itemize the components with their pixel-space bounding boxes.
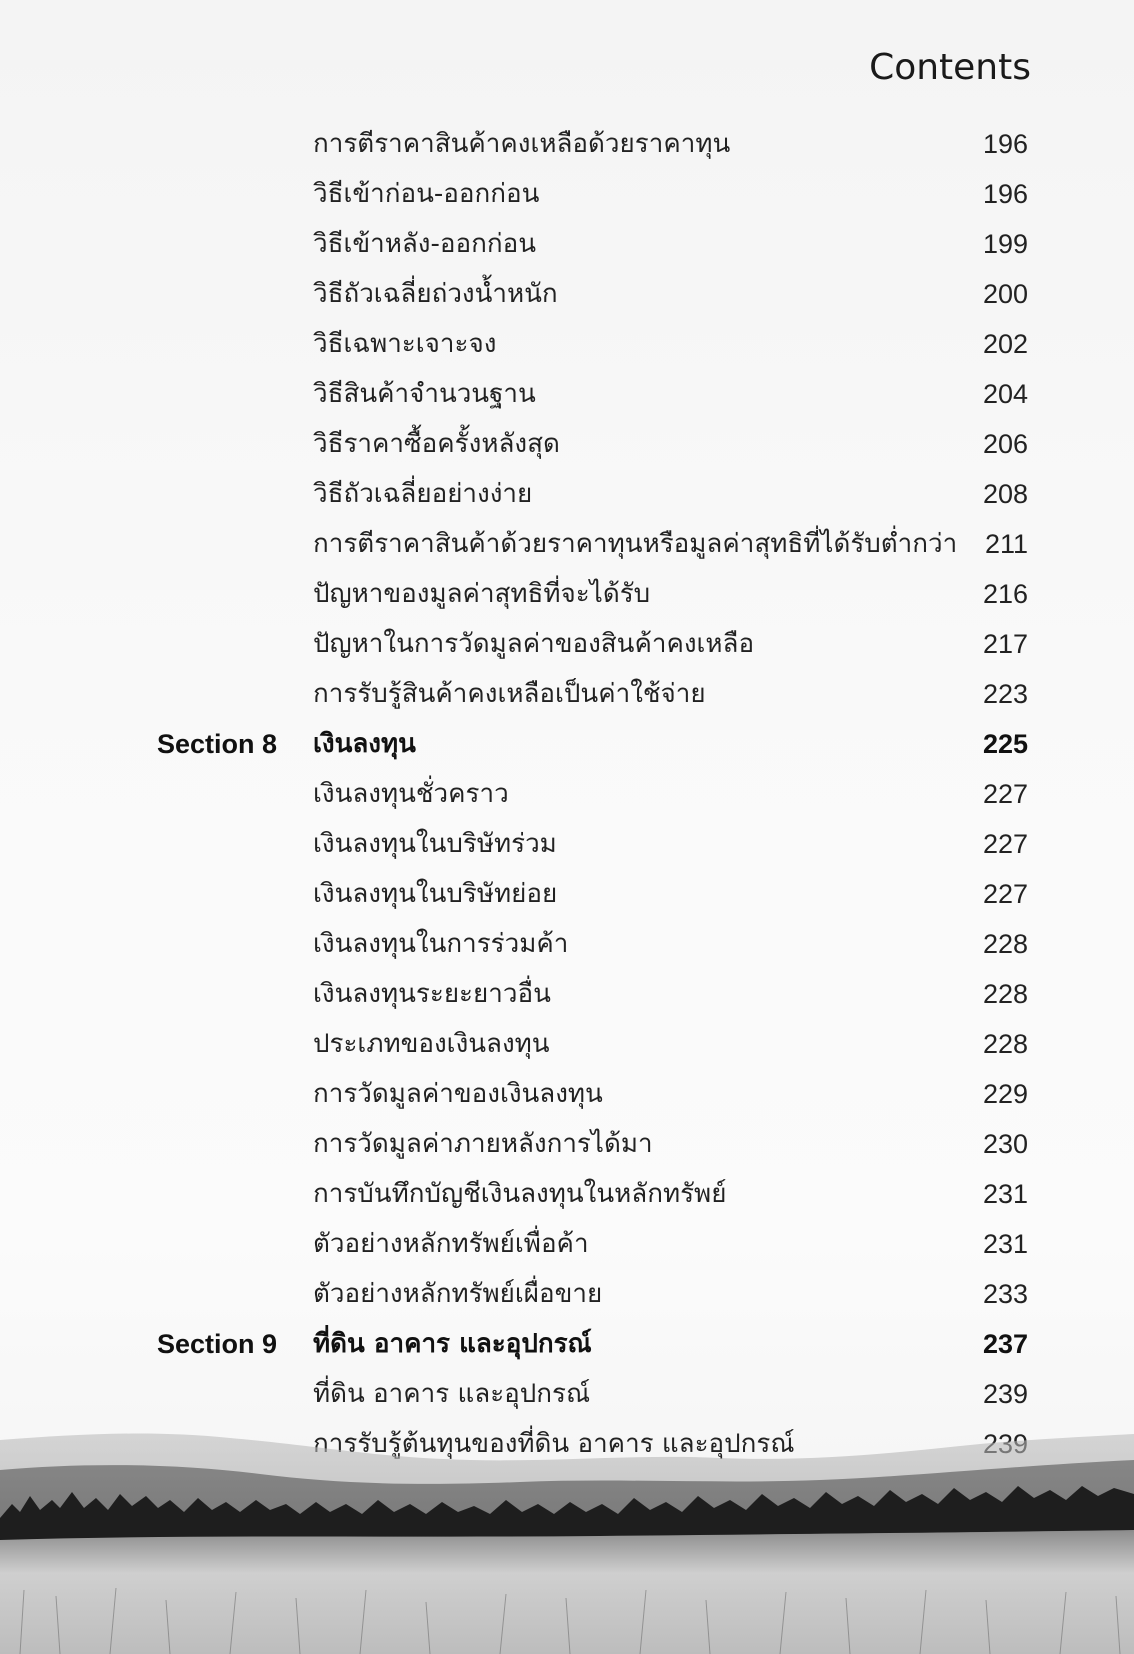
landscape-illustration xyxy=(0,1400,1134,1654)
toc-entry-title: วิธีถัวเฉลี่ยถ่วงน้ำหนัก xyxy=(313,279,558,309)
page-title: Contents xyxy=(869,47,1031,88)
toc-page-number: 227 xyxy=(982,879,1028,909)
toc-page-number: 225 xyxy=(982,729,1028,759)
toc-entry-title: วิธีสินค้าจำนวนฐาน xyxy=(313,379,536,409)
toc-row xyxy=(0,419,1134,469)
toc-row xyxy=(0,369,1134,419)
toc-page-number: 231 xyxy=(982,1179,1028,1209)
toc-entry-title: เงินลงทุนในการร่วมค้า xyxy=(313,929,569,959)
toc-entry-title: การตีราคาสินค้าคงเหลือด้วยราคาทุน xyxy=(313,129,731,159)
toc-page-number: 202 xyxy=(982,329,1028,359)
toc-page-number: 196 xyxy=(982,179,1028,209)
toc-entry-title: ประเภทของเงินลงทุน xyxy=(313,1029,550,1059)
toc-row xyxy=(0,1069,1134,1119)
toc-row xyxy=(0,1169,1134,1219)
toc-page-number: 239 xyxy=(982,1379,1028,1409)
toc-page-number: 229 xyxy=(982,1079,1028,1109)
toc-row xyxy=(0,919,1134,969)
toc-row xyxy=(0,1219,1134,1269)
toc-page-number: 237 xyxy=(982,1329,1028,1359)
toc-entry-title: เงินลงทุนระยะยาวอื่น xyxy=(313,979,551,1009)
toc-entry-title: ตัวอย่างหลักทรัพย์เพื่อค้า xyxy=(313,1229,589,1259)
toc-section-label: Section 9 xyxy=(157,1329,278,1359)
toc-page-number: 231 xyxy=(982,1229,1028,1259)
toc-page-number: 204 xyxy=(982,379,1028,409)
toc-row xyxy=(0,119,1134,169)
toc-row xyxy=(0,1119,1134,1169)
table-of-contents xyxy=(0,119,1134,1469)
toc-page-number: 208 xyxy=(982,479,1028,509)
toc-page-number: 230 xyxy=(982,1129,1028,1159)
toc-row xyxy=(0,769,1134,819)
toc-entry-title: การตีราคาสินค้าด้วยราคาทุนหรือมูลค่าสุทธิที่ได้รับต่ำกว่า xyxy=(313,529,958,559)
toc-entry-title: วิธีราคาซื้อครั้งหลังสุด xyxy=(313,429,560,459)
toc-page-number: 228 xyxy=(982,929,1028,959)
toc-row xyxy=(0,1269,1134,1319)
toc-row xyxy=(0,569,1134,619)
toc-entry-title: ที่ดิน อาคาร และอุปกรณ์ xyxy=(313,1329,592,1359)
toc-entry-title: การบันทึกบัญชีเงินลงทุนในหลักทรัพย์ xyxy=(313,1179,727,1209)
toc-entry-title: เงินลงทุนในบริษัทย่อย xyxy=(313,879,558,909)
toc-page-number: 196 xyxy=(982,129,1028,159)
toc-page-number: 200 xyxy=(982,279,1028,309)
toc-page-number: 233 xyxy=(982,1279,1028,1309)
toc-page-number: 211 xyxy=(984,529,1028,559)
toc-entry-title: การรับรู้ต้นทุนของที่ดิน อาคาร และอุปกรณ์ xyxy=(313,1429,795,1459)
toc-row xyxy=(0,669,1134,719)
toc-row xyxy=(0,269,1134,319)
toc-row xyxy=(0,519,1134,569)
toc-section-row xyxy=(0,1319,1134,1369)
toc-entry-title: วิธีเฉพาะเจาะจง xyxy=(313,329,497,359)
toc-entry-title: การวัดมูลค่าของเงินลงทุน xyxy=(313,1079,603,1109)
toc-row xyxy=(0,1019,1134,1069)
toc-page-number: 227 xyxy=(982,779,1028,809)
toc-page-number: 216 xyxy=(982,579,1028,609)
toc-section-label: Section 8 xyxy=(157,729,278,759)
toc-row xyxy=(0,619,1134,669)
toc-section-row xyxy=(0,719,1134,769)
toc-row xyxy=(0,319,1134,369)
toc-page-number: 199 xyxy=(982,229,1028,259)
toc-entry-title: การรับรู้สินค้าคงเหลือเป็นค่าใช้จ่าย xyxy=(313,679,706,709)
toc-entry-title: วิธีเข้าหลัง-ออกก่อน xyxy=(313,229,536,259)
toc-page-number: 217 xyxy=(982,629,1028,659)
toc-entry-title: การวัดมูลค่าภายหลังการได้มา xyxy=(313,1129,653,1159)
toc-entry-title: วิธีเข้าก่อน-ออกก่อน xyxy=(313,179,540,209)
toc-row xyxy=(0,869,1134,919)
toc-entry-title: วิธีถัวเฉลี่ยอย่างง่าย xyxy=(313,479,533,509)
toc-entry-title: เงินลงทุน xyxy=(313,729,416,759)
toc-page-number: 228 xyxy=(982,1029,1028,1059)
toc-entry-title: เงินลงทุนชั่วคราว xyxy=(313,779,509,809)
toc-row xyxy=(0,819,1134,869)
toc-page-number: 228 xyxy=(982,979,1028,1009)
toc-row xyxy=(0,969,1134,1019)
toc-row xyxy=(0,469,1134,519)
toc-entry-title: ปัญหาในการวัดมูลค่าของสินค้าคงเหลือ xyxy=(313,629,755,659)
toc-page-number: 223 xyxy=(982,679,1028,709)
toc-page-number: 227 xyxy=(982,829,1028,859)
toc-entry-title: ปัญหาของมูลค่าสุทธิที่จะได้รับ xyxy=(313,579,651,609)
toc-entry-title: ตัวอย่างหลักทรัพย์เผื่อขาย xyxy=(313,1279,603,1309)
toc-row xyxy=(0,219,1134,269)
toc-row xyxy=(0,169,1134,219)
toc-page-number: 206 xyxy=(982,429,1028,459)
toc-entry-title: ที่ดิน อาคาร และอุปกรณ์ xyxy=(313,1379,591,1409)
toc-entry-title: เงินลงทุนในบริษัทร่วม xyxy=(313,829,557,859)
